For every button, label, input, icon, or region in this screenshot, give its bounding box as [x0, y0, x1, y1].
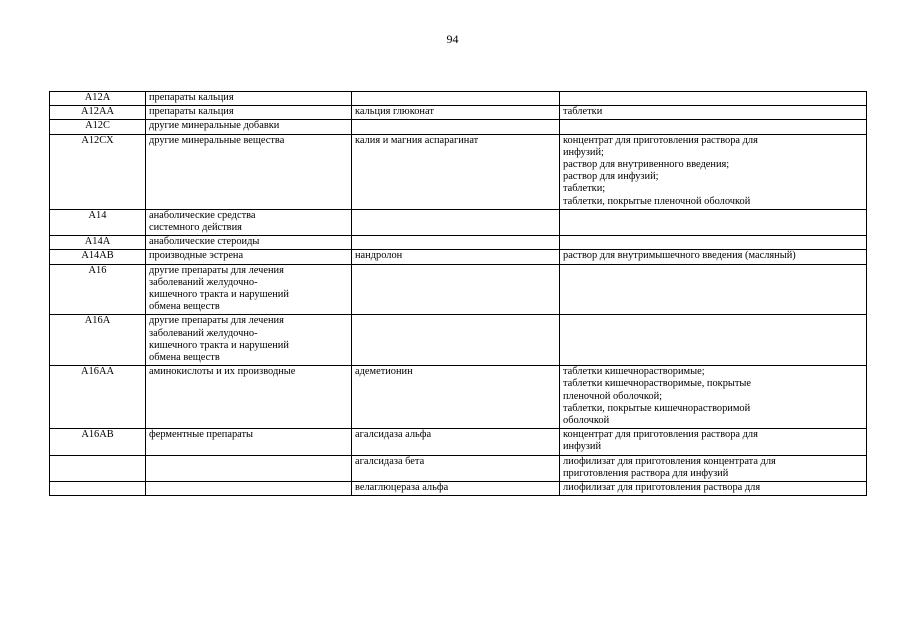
cell-line: кишечного тракта и нарушений	[149, 339, 289, 351]
atc-code-cell: A12A	[50, 92, 146, 106]
cell-line: другие препараты для лечения	[149, 315, 284, 327]
dosage-form-cell	[560, 455, 867, 481]
atc-code-cell: A12C	[50, 120, 146, 134]
atc-code-cell: A14AB	[50, 250, 146, 264]
atc-code-cell: A16	[50, 264, 146, 315]
cell-line: аминокислоты и их производные	[149, 366, 296, 378]
atc-code-cell: A14	[50, 209, 146, 235]
anatomical-group-cell	[146, 120, 352, 134]
drug-name-cell	[352, 366, 560, 429]
anatomical-group-cell	[146, 264, 352, 315]
anatomical-group-cell	[146, 315, 352, 366]
table-row	[50, 455, 867, 481]
anatomical-group-cell	[146, 106, 352, 120]
drug-name-cell	[352, 134, 560, 209]
cell-line: нандролон	[355, 250, 403, 262]
cell-line: препараты кальция	[149, 106, 234, 118]
anatomical-group-cell	[146, 134, 352, 209]
cell-line: другие минеральные добавки	[149, 120, 280, 132]
drug-name-cell	[352, 429, 560, 455]
cell-line: другие препараты для лечения	[149, 264, 284, 276]
table-row	[50, 264, 867, 315]
atc-code-cell: A16AB	[50, 429, 146, 455]
table-row	[50, 209, 867, 235]
cell-line: агалсидаза бета	[355, 455, 425, 467]
anatomical-group-cell	[146, 482, 352, 496]
atc-code-cell: A14A	[50, 236, 146, 250]
drug-name-cell	[352, 315, 560, 366]
dosage-form-cell	[560, 482, 867, 496]
atc-code-cell: A12AA	[50, 106, 146, 120]
cell-line: калия и магния аспарагинат	[355, 134, 479, 146]
cell-line: лиофилизат для приготовления концентрата для	[563, 455, 776, 467]
cell-line: анаболические стероиды	[149, 236, 260, 248]
cell-line: раствор для инфузий;	[563, 171, 659, 183]
drug-name-cell	[352, 209, 560, 235]
table-row	[50, 429, 867, 455]
drug-table	[49, 91, 867, 496]
page-number: 94	[446, 32, 459, 46]
cell-line: инфузий	[563, 441, 602, 453]
drug-name-cell	[352, 264, 560, 315]
table-row	[50, 250, 867, 264]
cell-line: системного действия	[149, 222, 242, 234]
anatomical-group-cell	[146, 250, 352, 264]
cell-line: таблетки кишечнорастворимые, покрытые	[563, 378, 752, 390]
cell-line: кальция глюконат	[355, 106, 434, 118]
table-row	[50, 92, 867, 106]
anatomical-group-cell	[146, 429, 352, 455]
cell-line: таблетки;	[563, 183, 606, 195]
atc-code-cell: A16A	[50, 315, 146, 366]
cell-line: таблетки, покрытые пленочной оболочкой	[563, 195, 751, 207]
anatomical-group-cell	[146, 92, 352, 106]
dosage-form-cell	[560, 236, 867, 250]
dosage-form-cell	[560, 366, 867, 429]
drug-name-cell	[352, 106, 560, 120]
drug-name-cell	[352, 120, 560, 134]
atc-code-cell: A12CX	[50, 134, 146, 209]
cell-line: производные эстрена	[149, 250, 244, 262]
cell-line: таблетки, покрытые кишечнорастворимой	[563, 402, 751, 414]
cell-line: другие минеральные вещества	[149, 134, 285, 146]
anatomical-group-cell	[146, 366, 352, 429]
anatomical-group-cell	[146, 209, 352, 235]
cell-line: адеметионин	[355, 366, 413, 378]
cell-line: велаглюцераза альфа	[355, 482, 449, 494]
atc-code-cell: A16AA	[50, 366, 146, 429]
cell-line: кишечного тракта и нарушений	[149, 289, 289, 301]
cell-line: ферментные препараты	[149, 429, 254, 441]
cell-line: раствор для внутримышечного введения (масляный)	[563, 250, 796, 262]
cell-line: раствор для внутривенного введения;	[563, 159, 730, 171]
anatomical-group-cell	[146, 455, 352, 481]
cell-line: заболеваний желудочно-	[149, 327, 258, 339]
cell-line: препараты кальция	[149, 92, 234, 103]
table-row	[50, 134, 867, 209]
drug-name-cell	[352, 455, 560, 481]
cell-line: обмена веществ	[149, 301, 220, 313]
table-row	[50, 120, 867, 134]
dosage-form-cell	[560, 120, 867, 134]
cell-line: агалсидаза альфа	[355, 429, 432, 441]
dosage-form-cell	[560, 106, 867, 120]
cell-line: обмена веществ	[149, 352, 220, 364]
dosage-form-cell	[560, 209, 867, 235]
table-row	[50, 366, 867, 429]
cell-line: приготовления раствора для инфузий	[563, 467, 729, 479]
drug-name-cell	[352, 236, 560, 250]
cell-line: таблетки	[563, 106, 603, 118]
cell-line: пленочной оболочкой;	[563, 390, 663, 402]
drug-name-cell	[352, 482, 560, 496]
dosage-form-cell	[560, 250, 867, 264]
table-row	[50, 315, 867, 366]
cell-line: оболочкой	[563, 415, 610, 427]
drug-name-cell	[352, 92, 560, 106]
atc-code-cell	[50, 482, 146, 496]
dosage-form-cell	[560, 315, 867, 366]
cell-line: инфузий;	[563, 146, 604, 158]
cell-line: концентрат для приготовления раствора для	[563, 134, 758, 146]
anatomical-group-cell	[146, 236, 352, 250]
cell-line: лиофилизат для приготовления раствора для	[563, 482, 761, 494]
table-row	[50, 482, 867, 496]
drug-table-body	[50, 92, 867, 496]
table-row	[50, 236, 867, 250]
drug-name-cell	[352, 250, 560, 264]
table-row	[50, 106, 867, 120]
dosage-form-cell	[560, 264, 867, 315]
cell-line: концентрат для приготовления раствора для	[563, 429, 758, 441]
dosage-form-cell	[560, 134, 867, 209]
dosage-form-cell	[560, 92, 867, 106]
cell-line: таблетки кишечнорастворимые;	[563, 366, 705, 378]
atc-code-cell	[50, 455, 146, 481]
cell-line: заболеваний желудочно-	[149, 276, 258, 288]
cell-line: анаболические средства	[149, 209, 256, 221]
dosage-form-cell	[560, 429, 867, 455]
